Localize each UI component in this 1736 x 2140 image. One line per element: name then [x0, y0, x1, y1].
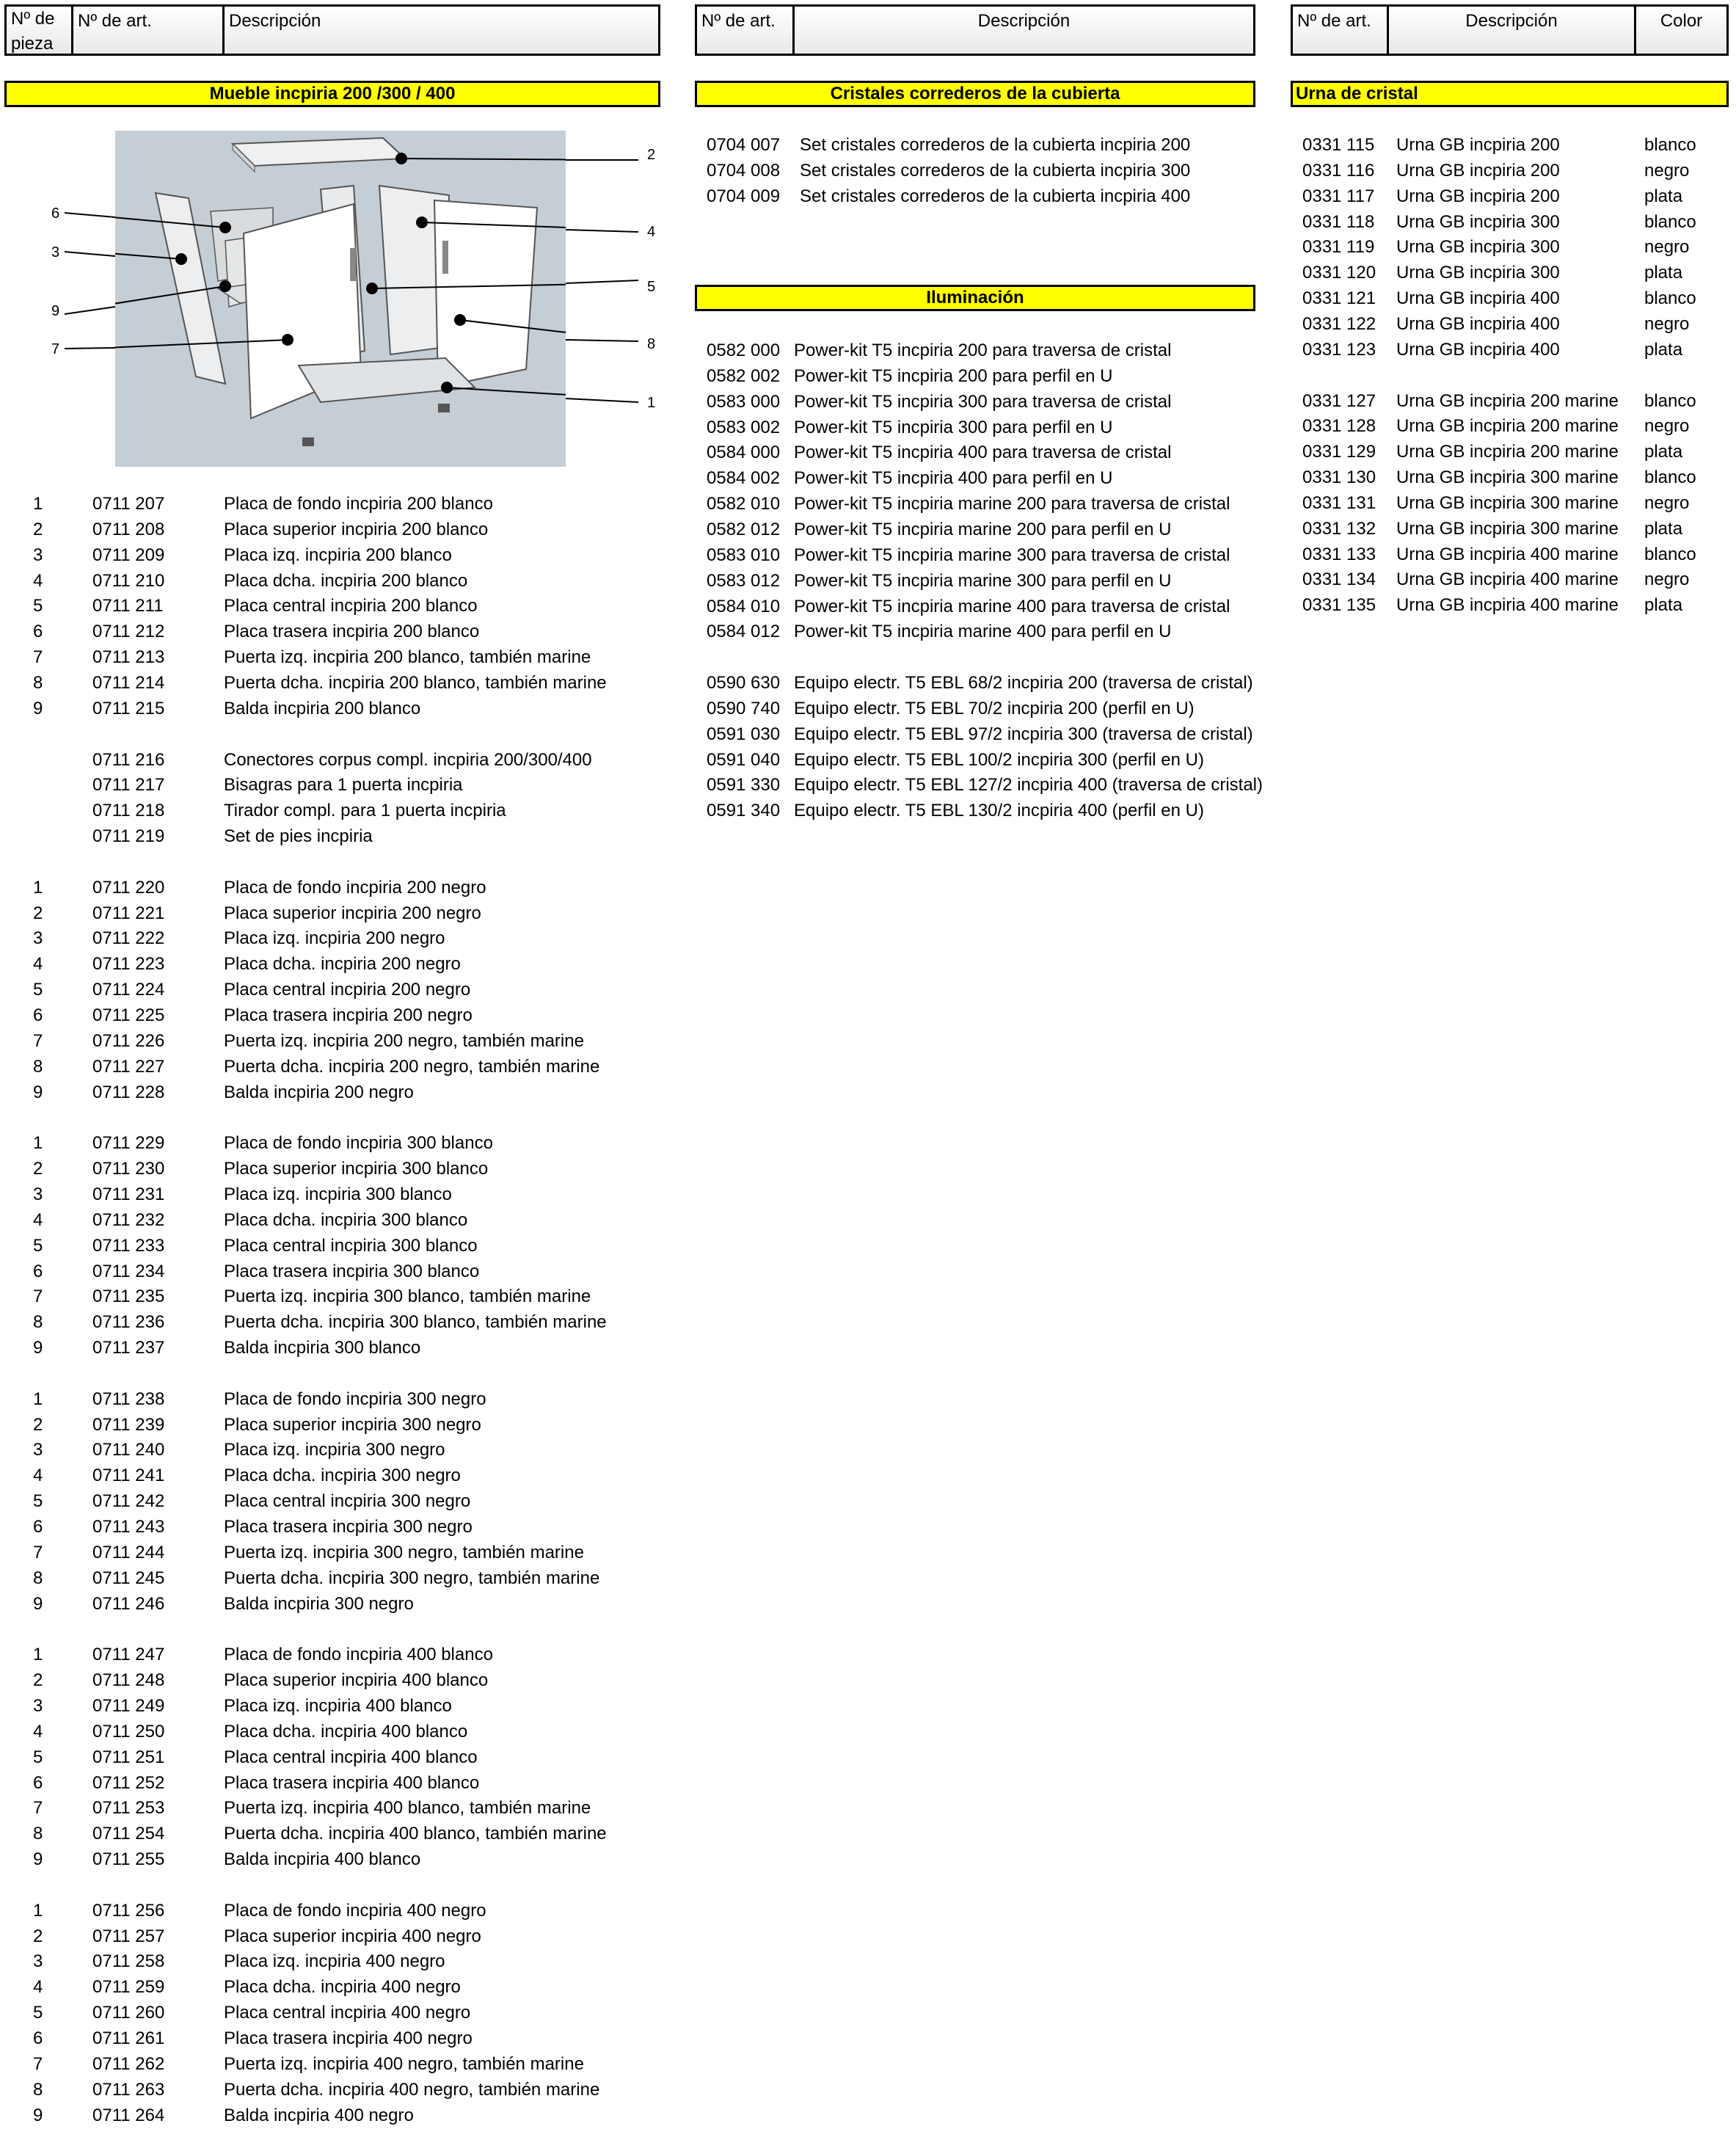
header-art: Nº de art.	[1297, 11, 1371, 31]
cell-art: 0591 030	[707, 724, 781, 744]
cell-art: 0711 246	[92, 1593, 165, 1614]
cell-desc: Equipo electr. T5 EBL 100/2 incpiria 300 (perfil en U)	[794, 749, 1204, 770]
cell-art: 0711 251	[92, 1747, 165, 1767]
cell-color: negro	[1644, 492, 1690, 513]
cell-pieza: 2	[33, 903, 43, 923]
cell-desc: Puerta dcha. incpiria 400 blanco, también marine	[224, 1824, 607, 1844]
cell-desc: Placa dcha. incpiria 300 blanco	[224, 1209, 468, 1230]
cell-art: 0711 222	[92, 928, 165, 949]
cell-art: 0711 213	[92, 647, 165, 668]
header-desc: Descripción	[1387, 7, 1634, 54]
cell-desc: Placa de fondo incpiria 300 negro	[224, 1389, 486, 1409]
cell-desc: Set cristales correderos de la cubierta incpiria 200	[800, 135, 1191, 155]
cell-desc: Placa izq. incpiria 200 blanco	[224, 545, 452, 565]
cell-desc: Power-kit T5 incpiria 300 para perfil en U	[794, 417, 1113, 437]
cell-art: 0711 224	[92, 980, 165, 1000]
cell-art: 0583 012	[707, 570, 781, 591]
cell-desc: Placa de fondo incpiria 400 blanco	[224, 1645, 493, 1665]
cell-art: 0711 255	[92, 1849, 165, 1870]
cell-art: 0582 012	[707, 519, 781, 539]
cell-art: 0711 207	[92, 494, 165, 514]
cell-desc: Equipo electr. T5 EBL 130/2 incpiria 400 (perfil en U)	[794, 801, 1204, 821]
cell-pieza: 6	[33, 1261, 43, 1281]
cell-art: 0591 340	[707, 801, 781, 821]
cell-art: 0711 245	[92, 1568, 165, 1588]
cell-desc: Puerta dcha. incpiria 200 blanco, también marine	[224, 672, 607, 693]
cell-pieza: 9	[33, 698, 43, 718]
cell-art: 0704 009	[707, 186, 781, 206]
cell-color: plata	[1644, 518, 1683, 539]
cell-art: 0584 002	[707, 468, 781, 489]
cell-art: 0711 257	[92, 1926, 165, 1946]
cell-desc: Placa superior incpiria 400 blanco	[224, 1670, 489, 1691]
cell-pieza: 2	[33, 1159, 43, 1179]
cell-color: negro	[1644, 313, 1690, 334]
cell-art: 0711 238	[92, 1389, 165, 1409]
cell-color: plata	[1644, 442, 1683, 462]
cell-desc: Balda incpiria 200 negro	[224, 1082, 414, 1102]
cell-color: blanco	[1644, 467, 1696, 488]
cell-pieza: 4	[33, 1466, 43, 1486]
section-urna: Urna de cristal	[1291, 81, 1729, 107]
cell-desc: Equipo electr. T5 EBL 68/2 incpiria 200 (traversa de cristal)	[794, 673, 1253, 694]
cell-pieza: 8	[33, 672, 43, 693]
cell-desc: Balda incpiria 400 negro	[224, 2105, 414, 2125]
cell-art: 0711 254	[92, 1824, 165, 1844]
cell-pieza: 2	[33, 1414, 43, 1435]
cell-desc: Puerta izq. incpiria 300 negro, también marine	[224, 1542, 584, 1562]
cell-pieza: 4	[33, 1209, 43, 1230]
cell-color: negro	[1644, 416, 1690, 437]
cell-desc: Urna GB incpiria 200 marine	[1396, 416, 1619, 437]
cell-pieza: 4	[33, 1721, 43, 1742]
cell-desc: Power-kit T5 incpiria 400 para perfil en U	[794, 468, 1113, 489]
cell-art: 0584 000	[707, 443, 781, 463]
cell-art: 0591 330	[707, 775, 781, 796]
cell-art: 0711 240	[92, 1440, 165, 1460]
cell-desc: Placa central incpiria 200 negro	[224, 980, 471, 1000]
cell-desc: Power-kit T5 incpiria marine 200 para perfil en U	[794, 519, 1172, 539]
cell-color: blanco	[1644, 390, 1696, 411]
cell-desc: Urna GB incpiria 200 marine	[1396, 442, 1619, 462]
cell-desc: Placa central incpiria 300 negro	[224, 1491, 471, 1512]
cell-pieza: 3	[33, 1440, 43, 1460]
cell-art: 0711 228	[92, 1082, 165, 1102]
cell-color: plata	[1644, 595, 1683, 616]
cell-art: 0711 223	[92, 954, 165, 975]
cell-desc: Urna GB incpiria 200	[1396, 160, 1560, 181]
cell-pieza: 7	[33, 1542, 43, 1562]
cell-color: plata	[1644, 186, 1683, 206]
cell-desc: Placa trasera incpiria 200 negro	[224, 1005, 473, 1025]
cell-desc: Placa superior incpiria 400 negro	[224, 1926, 481, 1946]
callout-4: 4	[647, 224, 656, 240]
cell-desc: Equipo electr. T5 EBL 127/2 incpiria 400 (traversa de cristal)	[794, 775, 1263, 796]
cell-desc: Placa central incpiria 400 negro	[224, 2003, 471, 2023]
cell-pieza: 4	[33, 954, 43, 975]
cell-art: 0711 231	[92, 1184, 165, 1204]
cell-desc: Placa trasera incpiria 400 blanco	[224, 1772, 480, 1793]
cell-desc: Urna GB incpiria 300	[1396, 237, 1560, 258]
cell-pieza: 6	[33, 2028, 43, 2048]
cell-pieza: 3	[33, 1951, 43, 1972]
cell-art: 0590 630	[707, 673, 781, 694]
cell-pieza: 7	[33, 647, 43, 668]
header-color: Color	[1634, 7, 1726, 54]
callout-1: 1	[647, 395, 656, 411]
cell-desc: Placa trasera incpiria 300 negro	[224, 1517, 473, 1537]
cell-art: 0711 214	[92, 672, 165, 693]
cell-pieza: 8	[33, 1824, 43, 1844]
cell-art: 0711 216	[92, 749, 165, 770]
cell-desc: Urna GB incpiria 400	[1396, 313, 1560, 334]
callout-8: 8	[647, 336, 656, 352]
cell-color: blanco	[1644, 135, 1696, 155]
cell-desc: Placa superior incpiria 200 negro	[224, 903, 481, 923]
cell-desc: Placa central incpiria 200 blanco	[224, 596, 478, 616]
cell-pieza: 5	[33, 1747, 43, 1767]
cell-desc: Urna GB incpiria 200	[1396, 135, 1560, 155]
cell-desc: Placa dcha. incpiria 200 negro	[224, 954, 461, 975]
cell-desc: Set cristales correderos de la cubierta incpiria 400	[800, 186, 1191, 206]
cell-art: 0331 120	[1302, 263, 1376, 283]
cell-pieza: 5	[33, 596, 43, 616]
cell-desc: Placa izq. incpiria 300 negro	[224, 1440, 445, 1460]
cell-art: 0711 242	[92, 1491, 165, 1512]
cell-art: 0711 259	[92, 1977, 165, 1998]
cell-desc: Urna GB incpiria 400	[1396, 339, 1560, 360]
callout-5: 5	[647, 279, 656, 295]
cell-art: 0583 000	[707, 391, 781, 412]
cell-art: 0711 215	[92, 698, 165, 718]
cell-art: 0331 116	[1302, 160, 1375, 181]
cell-art: 0711 261	[92, 2028, 165, 2048]
cell-art: 0711 258	[92, 1951, 165, 1972]
cell-art: 0711 237	[92, 1338, 165, 1358]
cell-desc: Balda incpiria 300 negro	[224, 1593, 414, 1614]
cell-art: 0711 253	[92, 1798, 165, 1819]
cell-pieza: 9	[33, 2105, 43, 2125]
cell-desc: Puerta dcha. incpiria 200 negro, también marine	[224, 1056, 600, 1077]
cell-art: 0711 263	[92, 2079, 165, 2100]
cell-pieza: 5	[33, 980, 43, 1000]
cell-color: blanco	[1644, 288, 1696, 309]
cell-art: 0711 235	[92, 1286, 165, 1307]
cell-art: 0331 129	[1302, 442, 1376, 462]
cell-desc: Urna GB incpiria 200 marine	[1396, 390, 1619, 411]
cell-pieza: 2	[33, 1670, 43, 1691]
callout-9: 9	[51, 303, 60, 319]
cell-art: 0711 247	[92, 1645, 165, 1665]
cell-pieza: 9	[33, 1849, 43, 1870]
cell-art: 0331 115	[1302, 135, 1375, 155]
cell-art: 0711 226	[92, 1030, 165, 1051]
cell-desc: Balda incpiria 300 blanco	[224, 1338, 421, 1358]
cell-desc: Placa superior incpiria 200 blanco	[224, 519, 489, 539]
cell-desc: Urna GB incpiria 200	[1396, 186, 1560, 206]
cell-pieza: 5	[33, 1491, 43, 1512]
cell-art: 0711 252	[92, 1772, 165, 1793]
cell-art: 0582 010	[707, 494, 781, 514]
cell-art: 0331 132	[1302, 518, 1376, 539]
cell-art: 0711 262	[92, 2053, 165, 2074]
cell-art: 0584 012	[707, 622, 781, 642]
cell-desc: Placa dcha. incpiria 200 blanco	[224, 570, 468, 591]
cell-desc: Urna GB incpiria 300 marine	[1396, 492, 1619, 513]
cell-art: 0582 002	[707, 365, 781, 386]
cell-color: blanco	[1644, 211, 1696, 232]
cell-color: plata	[1644, 263, 1683, 283]
cell-pieza: 2	[33, 1926, 43, 1946]
cell-desc: Placa dcha. incpiria 400 blanco	[224, 1721, 468, 1742]
cell-art: 0591 040	[707, 749, 781, 770]
cell-pieza: 5	[33, 1235, 43, 1256]
cell-desc: Power-kit T5 incpiria 200 para perfil en U	[794, 365, 1113, 386]
cell-pieza: 7	[33, 1798, 43, 1819]
cell-art: 0331 135	[1302, 595, 1376, 616]
section-cristales: Cristales correderos de la cubierta	[695, 81, 1255, 107]
cell-art: 0331 131	[1302, 492, 1376, 513]
cell-art: 0331 130	[1302, 467, 1376, 488]
cell-pieza: 6	[33, 1005, 43, 1025]
cell-pieza: 1	[33, 877, 43, 898]
cell-pieza: 1	[33, 1133, 43, 1154]
cell-pieza: 8	[33, 1568, 43, 1588]
header-desc: Descripción	[792, 7, 1253, 54]
cell-pieza: 3	[33, 1695, 43, 1716]
cell-desc: Equipo electr. T5 EBL 97/2 incpiria 300 (traversa de cristal)	[794, 724, 1253, 744]
cell-desc: Urna GB incpiria 400	[1396, 288, 1560, 309]
cell-desc: Placa de fondo incpiria 200 negro	[224, 877, 486, 898]
cell-art: 0331 118	[1302, 211, 1375, 232]
cell-desc: Placa izq. incpiria 400 negro	[224, 1951, 445, 1972]
cell-art: 0331 117	[1302, 186, 1375, 206]
cell-desc: Placa dcha. incpiria 300 negro	[224, 1466, 461, 1486]
cell-art: 0711 217	[92, 775, 165, 796]
cell-pieza: 6	[33, 1517, 43, 1537]
cell-pieza: 1	[33, 1900, 43, 1921]
cell-art: 0584 010	[707, 596, 781, 616]
cell-pieza: 6	[33, 1772, 43, 1793]
cell-art: 0711 208	[92, 519, 165, 539]
cell-pieza: 9	[33, 1338, 43, 1358]
cell-pieza: 1	[33, 1389, 43, 1409]
cell-art: 0331 134	[1302, 569, 1376, 590]
cell-desc: Placa central incpiria 400 blanco	[224, 1747, 478, 1767]
cell-art: 0711 233	[92, 1235, 165, 1256]
cell-desc: Power-kit T5 incpiria marine 400 para perfil en U	[794, 622, 1172, 642]
cell-art: 0711 212	[92, 622, 165, 642]
cell-color: negro	[1644, 569, 1690, 590]
cell-pieza: 1	[33, 1645, 43, 1665]
cell-desc: Urna GB incpiria 400 marine	[1396, 569, 1619, 590]
cell-pieza: 3	[33, 545, 43, 565]
cell-art: 0704 008	[707, 160, 781, 181]
cell-art: 0711 241	[92, 1466, 165, 1486]
cell-desc: Balda incpiria 400 blanco	[224, 1849, 421, 1870]
cell-desc: Urna GB incpiria 300 marine	[1396, 467, 1619, 488]
cell-pieza: 3	[33, 1184, 43, 1204]
cell-art: 0583 002	[707, 417, 781, 437]
cell-art: 0711 239	[92, 1414, 165, 1435]
cell-desc: Set de pies incpiria	[224, 826, 373, 847]
cell-art: 0331 128	[1302, 416, 1376, 437]
header-pieza-line2: pieza	[11, 34, 54, 54]
cell-art: 0711 218	[92, 801, 165, 821]
cell-desc: Urna GB incpiria 300 marine	[1396, 518, 1619, 539]
cell-art: 0711 221	[92, 903, 165, 923]
cell-desc: Balda incpiria 200 blanco	[224, 698, 421, 718]
cell-pieza: 8	[33, 1056, 43, 1077]
cell-art: 0711 227	[92, 1056, 165, 1077]
cell-desc: Puerta izq. incpiria 300 blanco, también marine	[224, 1286, 591, 1307]
cell-desc: Placa de fondo incpiria 300 blanco	[224, 1133, 493, 1154]
cell-desc: Puerta izq. incpiria 200 negro, también marine	[224, 1030, 584, 1051]
callout-7: 7	[51, 341, 60, 357]
cell-art: 0711 250	[92, 1721, 165, 1742]
cell-art: 0711 260	[92, 2003, 165, 2023]
cell-art: 0711 230	[92, 1159, 165, 1179]
cell-art: 0711 209	[92, 545, 165, 565]
cell-desc: Puerta dcha. incpiria 300 blanco, también marine	[224, 1312, 607, 1333]
cell-art: 0711 243	[92, 1517, 165, 1537]
cell-pieza: 7	[33, 1030, 43, 1051]
cell-desc: Tirador compl. para 1 puerta incpiria	[224, 801, 506, 821]
cell-desc: Conectores corpus compl. incpiria 200/300/400	[224, 749, 592, 770]
cell-art: 0331 133	[1302, 544, 1376, 564]
cell-art: 0331 119	[1302, 237, 1375, 258]
cell-desc: Placa superior incpiria 300 negro	[224, 1414, 481, 1435]
cell-art: 0331 127	[1302, 390, 1376, 411]
cell-desc: Placa trasera incpiria 400 negro	[224, 2028, 473, 2048]
cell-color: plata	[1644, 339, 1683, 360]
cell-art: 0711 244	[92, 1542, 165, 1562]
callout-3: 3	[51, 244, 60, 261]
cell-color: negro	[1644, 160, 1690, 181]
cell-desc: Placa izq. incpiria 400 blanco	[224, 1695, 452, 1716]
cell-desc: Puerta izq. incpiria 400 negro, también marine	[224, 2053, 584, 2074]
cell-art: 0711 264	[92, 2105, 165, 2125]
cell-desc: Urna GB incpiria 300	[1396, 263, 1560, 283]
cell-pieza: 3	[33, 928, 43, 949]
cell-art: 0711 220	[92, 877, 165, 898]
header-art: Nº de art.	[71, 7, 222, 54]
cell-art: 0711 211	[92, 596, 164, 616]
cell-desc: Placa de fondo incpiria 200 blanco	[224, 494, 493, 514]
cell-desc: Puerta dcha. incpiria 300 negro, también marine	[224, 1568, 600, 1588]
header-desc: Descripción	[222, 7, 658, 54]
cell-art: 0711 249	[92, 1695, 165, 1716]
cell-desc: Bisagras para 1 puerta incpiria	[224, 775, 463, 796]
cell-pieza: 7	[33, 2053, 43, 2074]
cell-desc: Puerta izq. incpiria 400 blanco, también marine	[224, 1798, 591, 1819]
cell-desc: Power-kit T5 incpiria marine 200 para traversa de cristal	[794, 494, 1230, 514]
cell-desc: Placa de fondo incpiria 400 negro	[224, 1900, 486, 1921]
cell-art: 0331 121	[1302, 288, 1376, 309]
cell-pieza: 5	[33, 2003, 43, 2023]
cell-desc: Power-kit T5 incpiria 300 para traversa de cristal	[794, 391, 1172, 412]
cell-desc: Urna GB incpiria 400 marine	[1396, 595, 1619, 616]
section-mueble: Mueble incpiria 200 /300 / 400	[4, 81, 660, 107]
header-pieza-line1: Nº de	[11, 9, 55, 29]
cell-art: 0711 225	[92, 1005, 165, 1025]
cell-desc: Urna GB incpiria 300	[1396, 211, 1560, 232]
cell-pieza: 8	[33, 1312, 43, 1333]
header-art: Nº de art.	[701, 11, 776, 31]
cell-pieza: 1	[33, 494, 43, 514]
cell-art: 0711 219	[92, 826, 165, 847]
cell-pieza: 2	[33, 519, 43, 539]
cell-desc: Placa trasera incpiria 300 blanco	[224, 1261, 480, 1281]
cell-pieza: 7	[33, 1286, 43, 1307]
callout-6: 6	[51, 205, 60, 222]
cell-art: 0711 232	[92, 1209, 165, 1230]
cell-art: 0583 010	[707, 545, 781, 565]
cell-desc: Power-kit T5 incpiria marine 300 para perfil en U	[794, 570, 1172, 591]
cell-pieza: 9	[33, 1082, 43, 1102]
cell-desc: Puerta dcha. incpiria 400 negro, también marine	[224, 2079, 600, 2100]
cell-desc: Placa izq. incpiria 300 blanco	[224, 1184, 452, 1204]
cell-art: 0711 256	[92, 1900, 165, 1921]
section-iluminacion: Iluminación	[695, 285, 1255, 311]
cell-desc: Power-kit T5 incpiria 400 para traversa de cristal	[794, 443, 1172, 463]
callout-2: 2	[647, 147, 656, 163]
cell-pieza: 6	[33, 622, 43, 642]
cell-art: 0711 229	[92, 1133, 165, 1154]
cell-art: 0590 740	[707, 698, 781, 718]
cell-desc: Puerta izq. incpiria 200 blanco, también marine	[224, 647, 591, 668]
cell-art: 0331 122	[1302, 313, 1376, 334]
cell-desc: Placa izq. incpiria 200 negro	[224, 928, 445, 949]
cell-pieza: 4	[33, 570, 43, 591]
cell-desc: Equipo electr. T5 EBL 70/2 incpiria 200 (perfil en U)	[794, 698, 1195, 718]
cell-desc: Placa superior incpiria 300 blanco	[224, 1159, 489, 1179]
cell-desc: Placa dcha. incpiria 400 negro	[224, 1977, 461, 1998]
cell-pieza: 8	[33, 2079, 43, 2100]
cell-desc: Placa central incpiria 300 blanco	[224, 1235, 478, 1256]
cell-art: 0704 007	[707, 135, 781, 155]
cell-desc: Power-kit T5 incpiria marine 300 para traversa de cristal	[794, 545, 1230, 565]
cell-desc: Urna GB incpiria 400 marine	[1396, 544, 1619, 564]
cell-desc: Power-kit T5 incpiria 200 para traversa de cristal	[794, 341, 1172, 360]
cell-desc: Set cristales correderos de la cubierta incpiria 300	[800, 160, 1191, 181]
cell-pieza: 9	[33, 1593, 43, 1614]
cell-desc: Power-kit T5 incpiria marine 400 para traversa de cristal	[794, 596, 1230, 616]
cell-art: 0711 236	[92, 1312, 165, 1333]
cell-art: 0331 123	[1302, 339, 1376, 360]
cell-desc: Placa trasera incpiria 200 blanco	[224, 622, 480, 642]
cell-art: 0711 210	[92, 570, 165, 591]
cell-color: blanco	[1644, 544, 1696, 564]
cell-pieza: 4	[33, 1977, 43, 1998]
cell-art: 0711 234	[92, 1261, 165, 1281]
cell-art: 0711 248	[92, 1670, 165, 1691]
cell-art: 0582 000	[707, 341, 781, 360]
cell-color: negro	[1644, 237, 1690, 258]
